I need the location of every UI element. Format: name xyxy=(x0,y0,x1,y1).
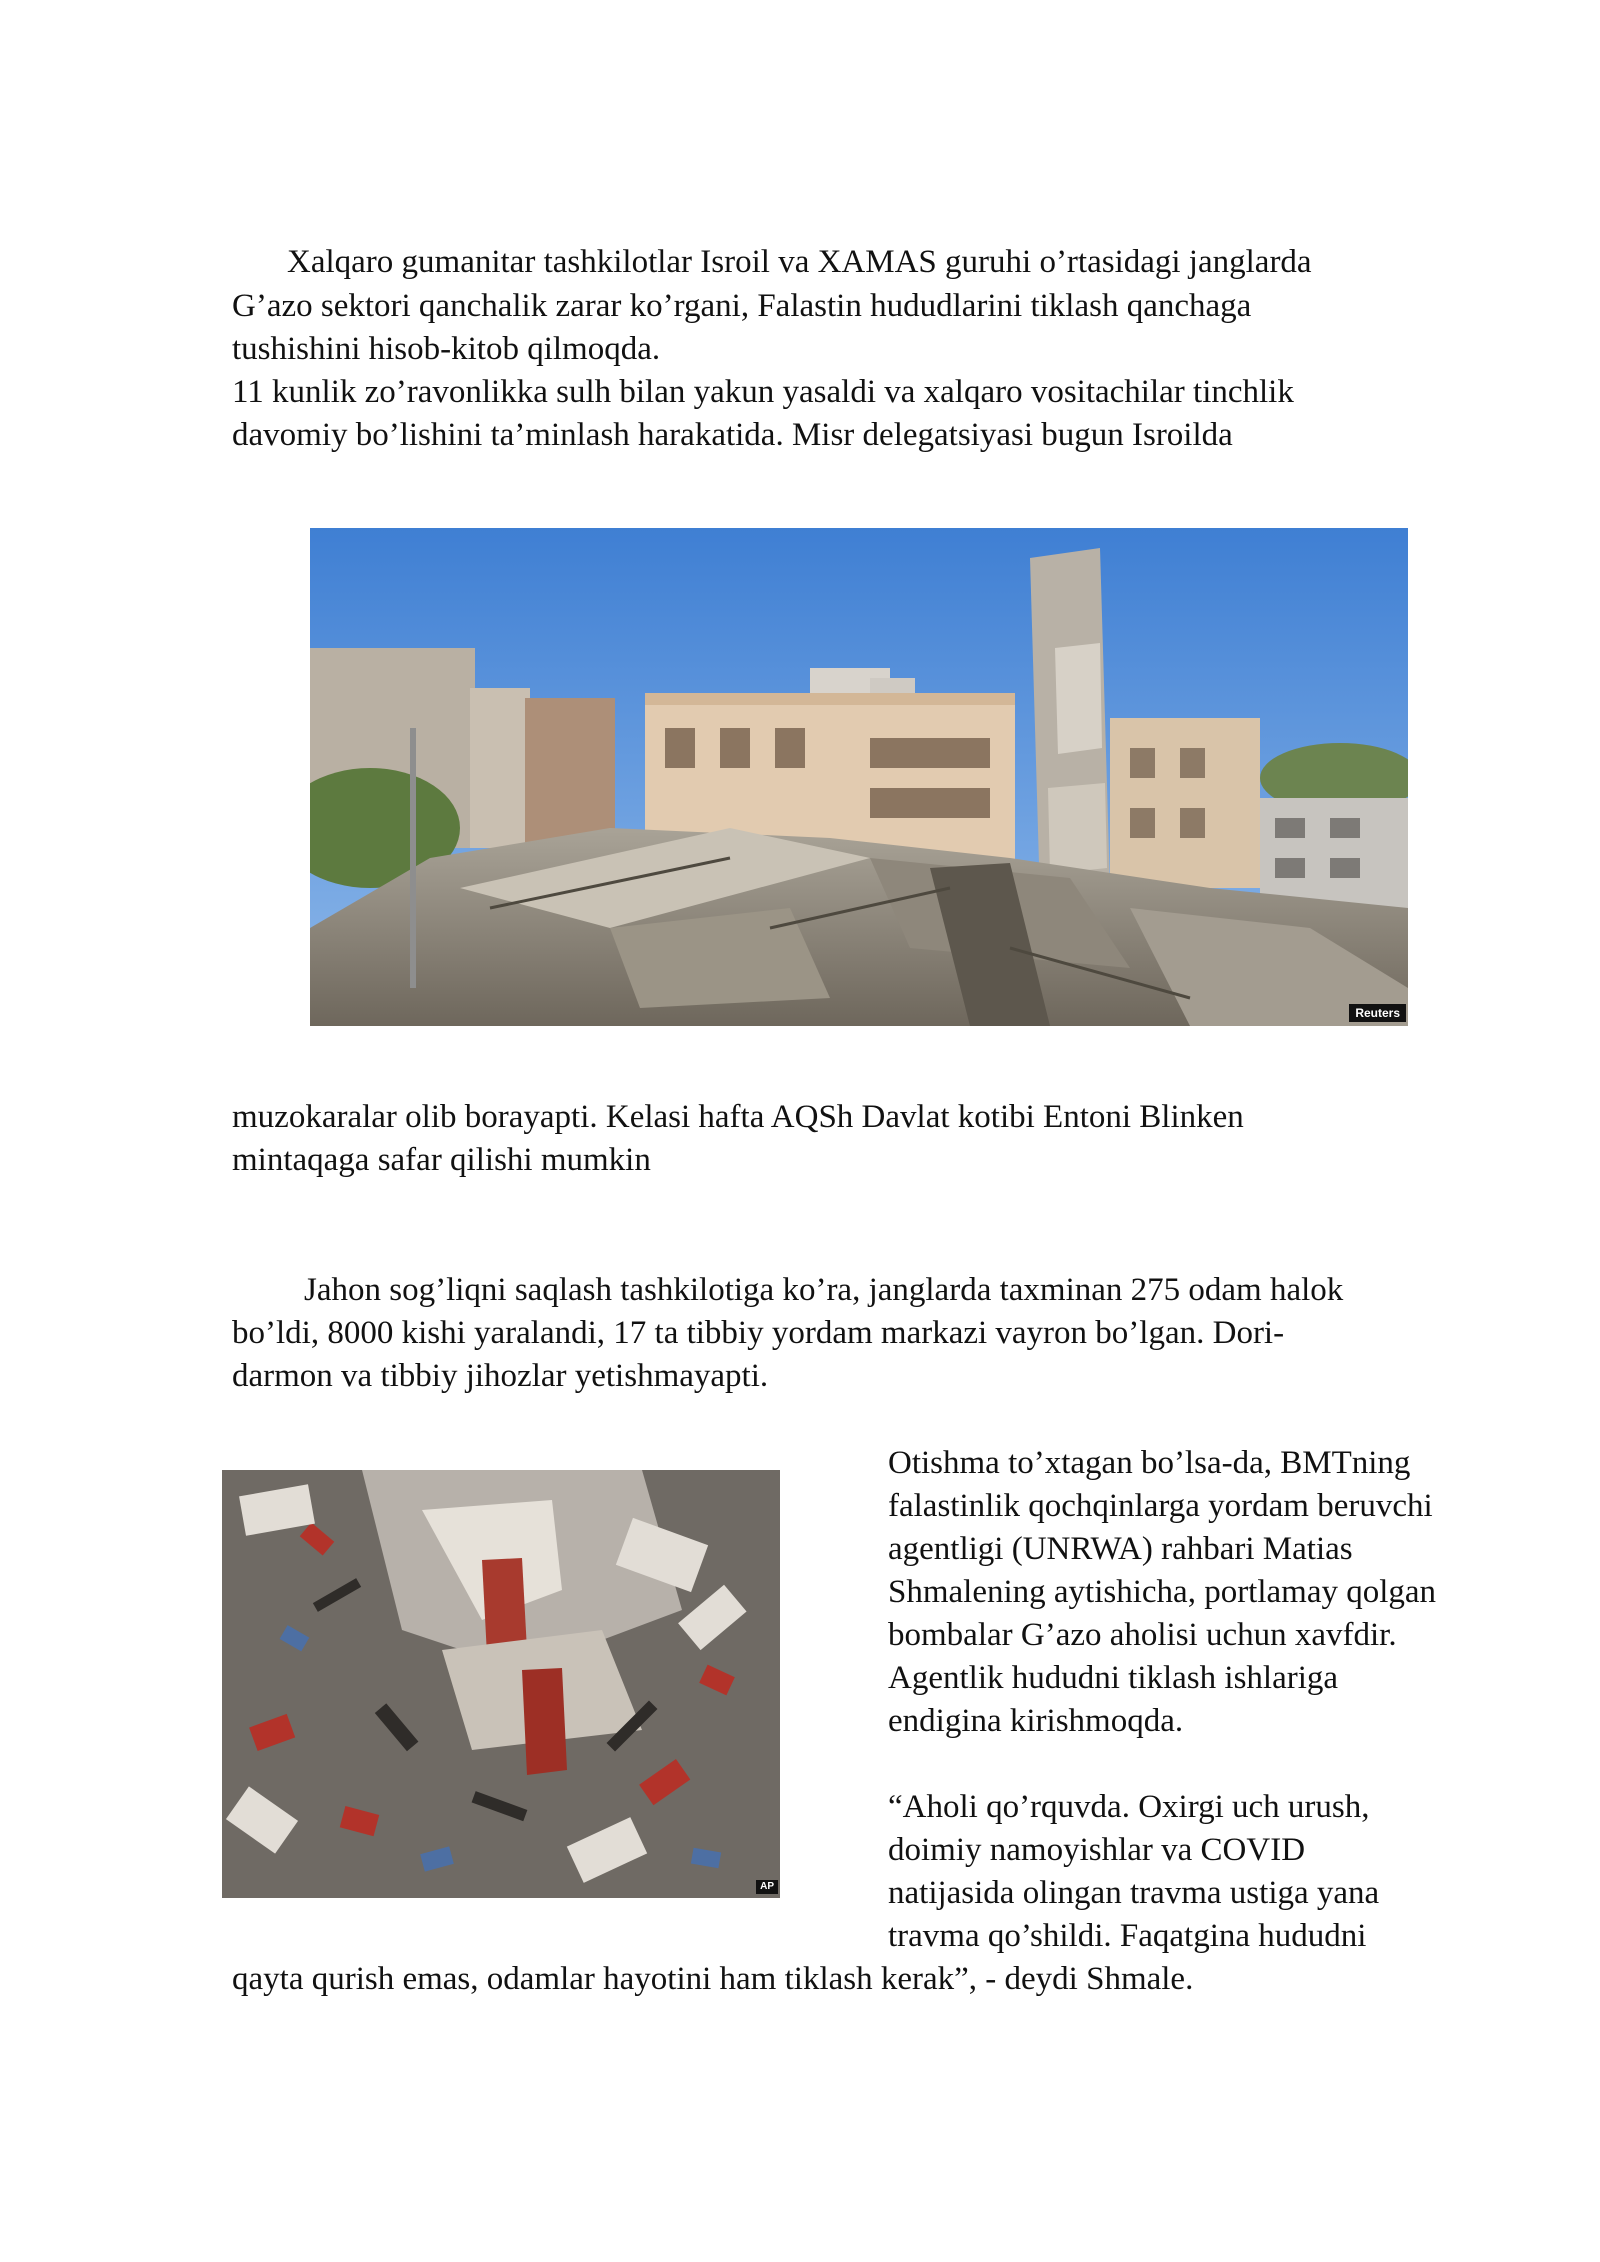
paragraph-1-line-3: tushishini hisob-kitob qilmoqda. xyxy=(232,331,661,367)
paragraph-1-line-5: davomiy bo’lishini ta’minlash harakatida. Misr delegatsiyasi bugun Isroilda xyxy=(232,417,1233,453)
paragraph-5-line-1: “Aholi qo’rquvda. Oxirgi uch urush, xyxy=(888,1789,1370,1825)
paragraph-2-line-1: muzokaralar olib borayapti. Kelasi hafta AQSh Davlat kotibi Entoni Blinken xyxy=(232,1099,1244,1135)
paragraph-1-line-4: 11 kunlik zo’ravonlikka sulh bilan yakun yasaldi va xalqaro vositachilar tinchlik xyxy=(232,374,1294,410)
paragraph-4-line-7: endigina kirishmoqda. xyxy=(888,1703,1184,1739)
paragraph-4-line-2: falastinlik qochqinlarga yordam beruvchi xyxy=(888,1488,1433,1524)
paragraph-1-line-1: Xalqaro gumanitar tashkilotlar Isroil va XAMAS guruhi o’rtasidagi janglarda xyxy=(287,244,1312,280)
paragraph-3-line-1: Jahon sog’liqni saqlash tashkilotiga ko’ra, janglarda taxminan 275 odam halok xyxy=(304,1272,1344,1308)
paragraph-2-line-2: mintaqaga safar qilishi mumkin xyxy=(232,1142,651,1178)
paragraph-1-line-2: G’azo sektori qanchalik zarar ko’rgani, Falastin hududlarini tiklash qanchaga xyxy=(232,288,1252,324)
paragraph-3-line-2: bo’ldi, 8000 kishi yaralandi, 17 ta tibbiy yordam markazi vayron bo’lgan. Dori- xyxy=(232,1315,1285,1351)
paragraph-4-line-6: Agentlik hududni tiklash ishlariga xyxy=(888,1660,1339,1696)
paragraph-5-line-5: qayta qurish emas, odamlar hayotini ham tiklash kerak”, - deydi Shmale. xyxy=(232,1961,1194,1997)
paragraph-5-line-4: travma qo’shildi. Faqatgina hududni xyxy=(888,1918,1367,1954)
paragraph-4-line-5: bombalar G’azo aholisi uchun xavfdir. xyxy=(888,1617,1397,1653)
photo-2-credit: AP xyxy=(756,1880,778,1894)
paragraph-4-line-4: Shmalening aytishicha, portlamay qolgan xyxy=(888,1574,1437,1610)
paragraph-5-line-3: natijasida olingan travma ustiga yana xyxy=(888,1875,1380,1911)
paragraph-4-line-3: agentligi (UNRWA) rahbari Matias xyxy=(888,1531,1353,1567)
paragraph-5-line-2: doimiy namoyishlar va COVID xyxy=(888,1832,1306,1868)
photo-aerial-rubble-image xyxy=(222,1470,780,1898)
photo-aerial-rubble xyxy=(222,1470,780,1898)
photo-destroyed-buildings xyxy=(310,528,1408,1026)
photo-1-credit: Reuters xyxy=(1349,1004,1406,1022)
paragraph-4-line-1: Otishma to’xtagan bo’lsa-da, BMTning xyxy=(888,1445,1411,1481)
paragraph-3-line-3: darmon va tibbiy jihozlar yetishmayapti. xyxy=(232,1358,769,1394)
photo-destroyed-buildings-image xyxy=(310,528,1408,1026)
